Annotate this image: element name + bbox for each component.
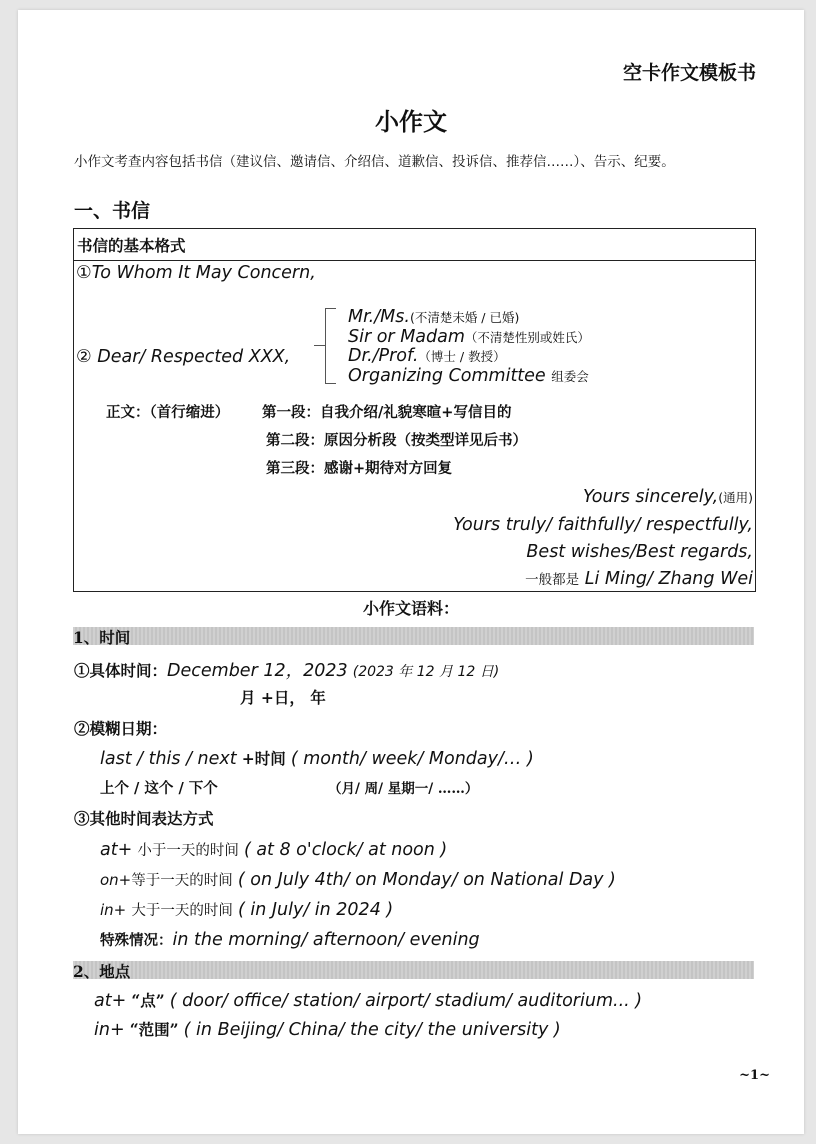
salutation-general: ①To Whom It May Concern, bbox=[76, 263, 316, 283]
page-number: ~1~ bbox=[739, 1068, 770, 1083]
in-time-row bbox=[100, 899, 393, 920]
option-mr-ms-text: Mr./Ms. bbox=[348, 307, 410, 327]
at-place-row bbox=[94, 989, 642, 1011]
option-mr-ms bbox=[348, 307, 519, 327]
signature-line bbox=[525, 568, 753, 589]
option-sir-madam bbox=[348, 327, 590, 347]
salutation-dear: ② Dear/ Respected XXX, bbox=[76, 347, 291, 367]
on-time-row bbox=[100, 869, 616, 890]
other-time-label: ③其他时间表达方式 bbox=[74, 809, 214, 828]
specific-time-example: December 12，2023 bbox=[167, 661, 348, 681]
letter-format-header bbox=[74, 229, 755, 261]
vague-date-examples: ( month/ week/ Monday/… ) bbox=[290, 749, 534, 769]
section-bar-place-label: 2、地点 bbox=[73, 962, 131, 981]
header-title: 空卡作文模板书 bbox=[622, 62, 756, 84]
intro-text: 小作文考查内容包括书信（建议信、邀请信、介绍信、道歉信、投诉信、推荐信……）、告示、纪要。 bbox=[74, 154, 675, 170]
special-time-examples: in the morning/ afternoon/ evening bbox=[172, 930, 480, 950]
closing-sincerely-text: Yours sincerely, bbox=[582, 487, 719, 507]
vague-date-plus: +时间 bbox=[241, 749, 286, 768]
in-time-examples: ( in July/ in 2024 ) bbox=[237, 900, 394, 920]
section-heading-letters: 一、书信 bbox=[74, 200, 151, 222]
option-dr-prof-note: （博士 / 教授） bbox=[418, 349, 506, 364]
paragraph-two: 第二段：原因分析段（按类型详见后书） bbox=[266, 432, 527, 449]
vague-date-row bbox=[100, 747, 534, 769]
option-dr-prof-text: Dr./Prof. bbox=[348, 346, 419, 366]
option-mr-ms-note: (不清楚未婚 / 已婚) bbox=[409, 310, 520, 325]
document-page bbox=[18, 10, 804, 1134]
letter-format-heading: 书信的基本格式 bbox=[77, 236, 186, 255]
in-place-examples: ( in Beijing/ China/ the city/ the university ) bbox=[183, 1020, 561, 1040]
specific-time-row bbox=[74, 657, 499, 682]
in-time-prefix: in+ bbox=[100, 901, 127, 919]
section-bar-time-label: 1、时间 bbox=[73, 628, 131, 647]
corpus-title: 小作文语料： bbox=[362, 599, 459, 618]
vague-date-words: last / this / next bbox=[100, 749, 237, 769]
option-sir-madam-text: Sir or Madam bbox=[348, 327, 465, 347]
closing-truly: Yours truly/ faithfully/ respectfully, bbox=[453, 515, 753, 535]
signature-names: Li Ming/ Zhang Wei bbox=[584, 569, 753, 589]
on-time-prefix: on+ bbox=[100, 871, 132, 889]
section-bar-place bbox=[73, 961, 754, 979]
at-time-prefix: at+ bbox=[100, 840, 133, 860]
in-place-rule: “范围” bbox=[129, 1020, 179, 1039]
letter-format-box bbox=[73, 228, 756, 592]
option-committee-text: Organizing Committee bbox=[348, 366, 546, 386]
paragraph-one: 第一段：自我介绍/礼貌寒暄+写信目的 bbox=[262, 404, 512, 421]
at-time-rule: 小于一天的时间 bbox=[137, 843, 239, 859]
specific-time-label: ①具体时间： bbox=[74, 661, 168, 680]
page-title: 小作文 bbox=[375, 107, 447, 136]
brace-tick bbox=[314, 345, 325, 346]
special-time-label: 特殊情况： bbox=[100, 932, 173, 949]
at-time-row bbox=[100, 839, 447, 860]
option-committee bbox=[348, 366, 589, 386]
vague-date-cn-a: 上个 / 这个 / 下个 bbox=[100, 780, 218, 797]
at-time-examples: ( at 8 o'clock/ at noon ) bbox=[243, 840, 448, 860]
in-place-prefix: in+ bbox=[94, 1020, 125, 1040]
at-place-examples: ( door/ office/ station/ airport/ stadium/ auditorium... ) bbox=[169, 991, 643, 1011]
body-label: 正文：（首行缩进） bbox=[106, 404, 230, 421]
in-time-rule: 大于一天的时间 bbox=[131, 903, 233, 919]
at-place-prefix: at+ bbox=[94, 991, 127, 1011]
vague-date-label: ②模糊日期： bbox=[74, 719, 168, 738]
option-dr-prof bbox=[348, 346, 506, 366]
section-bar-time bbox=[73, 627, 754, 645]
in-place-row bbox=[94, 1018, 561, 1040]
closing-best: Best wishes/Best regards, bbox=[526, 542, 753, 562]
vague-date-cn-b: （月/ 周/ 星期一/ ……） bbox=[328, 781, 479, 797]
closing-sincerely bbox=[583, 487, 753, 507]
at-place-rule: “点” bbox=[131, 991, 165, 1010]
specific-time-note: (2023 年 12 月 12 日) bbox=[352, 664, 500, 680]
paragraph-three: 第三段：感谢+期待对方回复 bbox=[266, 460, 453, 477]
signature-prefix: 一般都是 bbox=[525, 572, 580, 588]
closing-sincerely-note: (通用) bbox=[718, 490, 753, 505]
brace-bracket bbox=[325, 308, 336, 384]
option-committee-note: 组委会 bbox=[551, 369, 589, 384]
specific-time-order: 月 +日， 年 bbox=[240, 688, 326, 707]
special-time-row bbox=[100, 929, 480, 950]
option-sir-madam-note: （不清楚性别或姓氏） bbox=[464, 330, 590, 345]
on-time-examples: ( on July 4th/ on Monday/ on National Day ) bbox=[237, 870, 616, 890]
on-time-rule: 等于一天的时间 bbox=[131, 873, 233, 889]
